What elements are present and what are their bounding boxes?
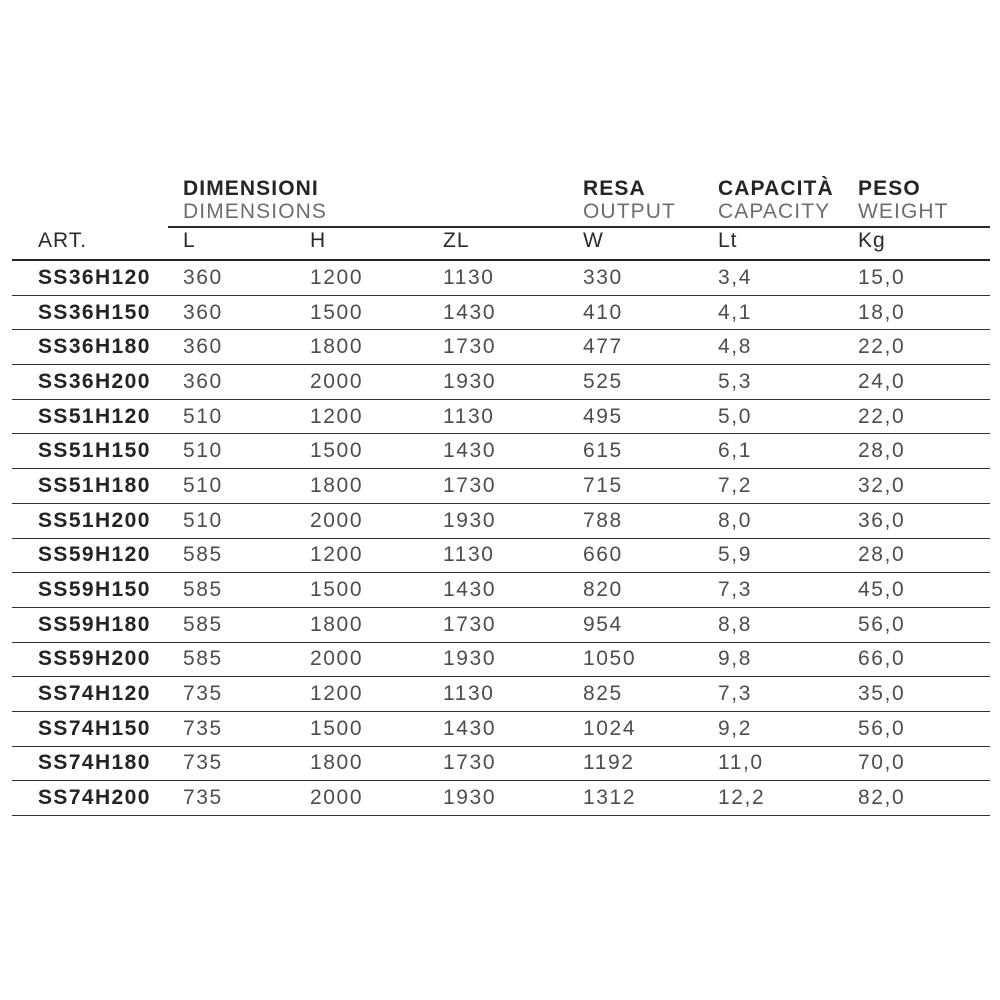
value-kg: 36,0 <box>858 504 990 539</box>
value-kg: 45,0 <box>858 573 990 608</box>
value-w: 825 <box>583 677 718 712</box>
value-h: 1800 <box>310 330 443 365</box>
value-zl: 1130 <box>443 677 583 712</box>
article-code: SS36H200 <box>12 365 183 400</box>
article-code: SS59H200 <box>12 643 183 678</box>
value-h: 2000 <box>310 365 443 400</box>
value-zl: 1730 <box>443 469 583 504</box>
value-w: 495 <box>583 400 718 435</box>
value-kg: 70,0 <box>858 747 990 782</box>
value-h: 1800 <box>310 608 443 643</box>
group-header-secondary: OUTPUT <box>583 200 676 223</box>
column-header-art: ART. <box>12 228 183 261</box>
group-header-secondary: CAPACITY <box>718 200 831 223</box>
value-kg: 56,0 <box>858 608 990 643</box>
value-lt: 7,2 <box>718 469 858 504</box>
article-code: SS36H180 <box>12 330 183 365</box>
value-w: 820 <box>583 573 718 608</box>
value-kg: 66,0 <box>858 643 990 678</box>
group-header-secondary: DIMENSIONS <box>183 200 328 223</box>
value-kg: 32,0 <box>858 469 990 504</box>
column-header-zl: ZL <box>443 228 583 261</box>
value-h: 1200 <box>310 400 443 435</box>
value-l: 735 <box>183 747 310 782</box>
value-h: 2000 <box>310 504 443 539</box>
value-h: 1200 <box>310 261 443 296</box>
value-kg: 56,0 <box>858 712 990 747</box>
value-lt: 4,8 <box>718 330 858 365</box>
article-code: SS36H150 <box>12 296 183 331</box>
group-header-dimensions <box>168 176 583 228</box>
article-code: SS74H200 <box>12 781 183 816</box>
value-w: 788 <box>583 504 718 539</box>
value-lt: 12,2 <box>718 781 858 816</box>
value-w: 954 <box>583 608 718 643</box>
value-lt: 5,3 <box>718 365 858 400</box>
value-l: 585 <box>183 573 310 608</box>
value-zl: 1730 <box>443 330 583 365</box>
article-code: SS36H120 <box>12 261 183 296</box>
value-lt: 7,3 <box>718 573 858 608</box>
value-h: 2000 <box>310 781 443 816</box>
value-l: 360 <box>183 261 310 296</box>
column-header-kg: Kg <box>858 228 990 261</box>
article-code: SS59H120 <box>12 539 183 574</box>
value-w: 615 <box>583 434 718 469</box>
value-kg: 18,0 <box>858 296 990 331</box>
column-header-h: H <box>310 228 443 261</box>
value-l: 585 <box>183 539 310 574</box>
value-zl: 1730 <box>443 608 583 643</box>
value-h: 1800 <box>310 469 443 504</box>
value-h: 1200 <box>310 677 443 712</box>
value-w: 477 <box>583 330 718 365</box>
value-kg: 35,0 <box>858 677 990 712</box>
article-code: SS51H180 <box>12 469 183 504</box>
value-zl: 1430 <box>443 573 583 608</box>
value-zl: 1430 <box>443 712 583 747</box>
value-w: 1050 <box>583 643 718 678</box>
value-zl: 1930 <box>443 781 583 816</box>
value-kg: 22,0 <box>858 330 990 365</box>
value-zl: 1130 <box>443 261 583 296</box>
article-code: SS74H120 <box>12 677 183 712</box>
spec-table <box>12 176 990 816</box>
article-code: SS74H150 <box>12 712 183 747</box>
value-w: 715 <box>583 469 718 504</box>
value-h: 1500 <box>310 573 443 608</box>
column-header-w: W <box>583 228 718 261</box>
value-zl: 1430 <box>443 296 583 331</box>
value-l: 510 <box>183 434 310 469</box>
group-header-secondary: WEIGHT <box>858 200 949 223</box>
group-header-primary: RESA <box>583 177 646 200</box>
value-lt: 11,0 <box>718 747 858 782</box>
value-l: 585 <box>183 608 310 643</box>
value-kg: 15,0 <box>858 261 990 296</box>
value-lt: 3,4 <box>718 261 858 296</box>
value-lt: 9,8 <box>718 643 858 678</box>
article-code: SS51H150 <box>12 434 183 469</box>
value-kg: 28,0 <box>858 434 990 469</box>
value-lt: 8,8 <box>718 608 858 643</box>
value-l: 735 <box>183 781 310 816</box>
value-lt: 8,0 <box>718 504 858 539</box>
value-zl: 1430 <box>443 434 583 469</box>
value-kg: 82,0 <box>858 781 990 816</box>
value-h: 1200 <box>310 539 443 574</box>
group-header-output <box>583 176 718 228</box>
article-code: SS51H200 <box>12 504 183 539</box>
value-zl: 1930 <box>443 365 583 400</box>
value-w: 330 <box>583 261 718 296</box>
value-h: 2000 <box>310 643 443 678</box>
value-l: 510 <box>183 400 310 435</box>
value-lt: 5,9 <box>718 539 858 574</box>
value-zl: 1730 <box>443 747 583 782</box>
article-code: SS74H180 <box>12 747 183 782</box>
group-header-capacity <box>718 176 858 228</box>
article-code: SS59H150 <box>12 573 183 608</box>
value-kg: 22,0 <box>858 400 990 435</box>
value-zl: 1930 <box>443 643 583 678</box>
value-zl: 1130 <box>443 539 583 574</box>
value-kg: 24,0 <box>858 365 990 400</box>
group-header-weight <box>858 176 990 228</box>
value-l: 360 <box>183 365 310 400</box>
value-lt: 9,2 <box>718 712 858 747</box>
value-lt: 4,1 <box>718 296 858 331</box>
value-h: 1500 <box>310 296 443 331</box>
value-l: 510 <box>183 469 310 504</box>
value-h: 1500 <box>310 434 443 469</box>
value-w: 525 <box>583 365 718 400</box>
value-l: 510 <box>183 504 310 539</box>
column-header-lt: Lt <box>718 228 858 261</box>
value-lt: 5,0 <box>718 400 858 435</box>
article-code: SS51H120 <box>12 400 183 435</box>
value-kg: 28,0 <box>858 539 990 574</box>
value-h: 1800 <box>310 747 443 782</box>
value-l: 735 <box>183 712 310 747</box>
group-header-primary: DIMENSIONI <box>183 177 319 200</box>
value-w: 1024 <box>583 712 718 747</box>
value-l: 585 <box>183 643 310 678</box>
value-l: 360 <box>183 330 310 365</box>
value-w: 410 <box>583 296 718 331</box>
column-header-l: L <box>183 228 310 261</box>
value-lt: 6,1 <box>718 434 858 469</box>
value-zl: 1130 <box>443 400 583 435</box>
value-w: 1192 <box>583 747 718 782</box>
value-zl: 1930 <box>443 504 583 539</box>
group-header-primary: CAPACITÀ <box>718 177 834 200</box>
value-l: 360 <box>183 296 310 331</box>
group-header-spacer <box>12 176 183 228</box>
value-h: 1500 <box>310 712 443 747</box>
value-w: 660 <box>583 539 718 574</box>
value-lt: 7,3 <box>718 677 858 712</box>
value-l: 735 <box>183 677 310 712</box>
article-code: SS59H180 <box>12 608 183 643</box>
value-w: 1312 <box>583 781 718 816</box>
group-header-primary: PESO <box>858 177 921 200</box>
